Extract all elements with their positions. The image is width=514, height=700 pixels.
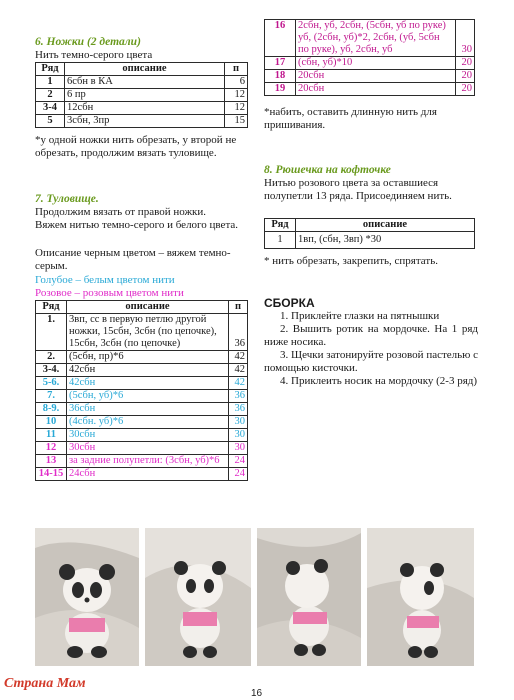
row-description: (5сбн, уб)*6 (67, 390, 229, 403)
table-row (36, 390, 248, 403)
row-number: 10 (36, 416, 67, 429)
row-count: 36 (229, 403, 248, 416)
table-row (36, 314, 248, 351)
table-row (36, 468, 248, 481)
row-description: 1вп, (сбн, 3вп) *30 (296, 232, 475, 249)
table-row (265, 70, 475, 83)
row-count: 30 (229, 416, 248, 429)
row-number: 7. (36, 390, 67, 403)
table-row (36, 416, 248, 429)
body-line-2: Вяжем нитью темно-серого и белого цвета. (35, 219, 239, 231)
row-count: 24 (229, 468, 248, 481)
row-description: 20сбн (296, 83, 456, 96)
row-description: 42сбн (67, 377, 229, 390)
row-description: 42сбн (67, 364, 229, 377)
table-row (36, 351, 248, 364)
row-number: 17 (265, 57, 296, 70)
row-description: 30сбн (67, 442, 229, 455)
panda-photo-side (145, 528, 251, 666)
row-description: 3вп, сс в первую петлю другой ножки, 15сбн, 3сбн (по цепочке), 15сбн, 3сбн (по цепочке) (67, 314, 229, 351)
row-description: 12сбн (65, 102, 225, 115)
body-col-row: Ряд (36, 301, 67, 314)
legs-heading: 6. Ножки (2 детали) (35, 36, 141, 48)
row-description: 30сбн (67, 429, 229, 442)
table-row (265, 57, 475, 70)
legs-intro: Нить темно-серого цвета (35, 49, 153, 61)
body-heading: 7. Туловище. (35, 193, 99, 205)
panda-photo-back (257, 528, 361, 666)
ruffle-table (264, 218, 475, 249)
row-count: 30 (456, 20, 475, 57)
row-number: 3-4. (36, 364, 67, 377)
panda-photo-front (35, 528, 139, 666)
row-count: 12 (225, 89, 248, 102)
row-number: 13 (36, 455, 67, 468)
assembly-step: 4. Приклеить носик на мордочку (2-3 ряд) (280, 375, 478, 387)
body-line-4: Голубое – белым цветом нити (35, 274, 175, 286)
row-number: 2. (36, 351, 67, 364)
assembly-step: 1. Приклейте глазки на пятнышки (280, 310, 440, 322)
row-count: 6 (225, 76, 248, 89)
legs-note: *у одной ножки нить обрезать, у второй не обрезать, продолжим вязать туловище. (35, 134, 237, 159)
ruffle-col-desc: описание (296, 219, 475, 232)
row-number: 8-9. (36, 403, 67, 416)
body-line-1: Продолжим вязать от правой ножки. (35, 206, 207, 218)
legs-col-desc: описание (65, 63, 225, 76)
row-number: 1 (36, 76, 65, 89)
table-row (36, 76, 248, 89)
table-row (36, 403, 248, 416)
row-count: 20 (456, 83, 475, 96)
table-row (36, 377, 248, 390)
ruffle-col-row: Ряд (265, 219, 296, 232)
row-description: 36сбн (67, 403, 229, 416)
table-row (36, 115, 248, 128)
body-col-n: п (229, 301, 248, 314)
row-number: 5 (36, 115, 65, 128)
watermark: Страна Мам (4, 676, 86, 691)
row-count: 42 (229, 364, 248, 377)
row-description: 24сбн (67, 468, 229, 481)
assembly-steps (264, 310, 478, 388)
row-count: 20 (456, 57, 475, 70)
legs-table (35, 62, 248, 128)
row-number: 1. (36, 314, 67, 351)
legs-col-row: Ряд (36, 63, 65, 76)
table-row (36, 455, 248, 468)
assembly-heading: СБОРКА (264, 296, 315, 310)
row-description: за задние полупетли: (3сбн, уб)*6 (67, 455, 229, 468)
row-description: 6сбн в КА (65, 76, 225, 89)
body-table-continued (264, 19, 475, 96)
row-count: 42 (229, 377, 248, 390)
table-row (36, 429, 248, 442)
body-line-5: Розовое – розовым цветом нити (35, 287, 184, 299)
table-row (36, 102, 248, 115)
table-row (36, 442, 248, 455)
row-description: (сбн, уб)*10 (296, 57, 456, 70)
table-row (36, 364, 248, 377)
row-number: 2 (36, 89, 65, 102)
row-count: 36 (229, 390, 248, 403)
body-col-desc: описание (67, 301, 229, 314)
row-description: 6 пр (65, 89, 225, 102)
row-number: 14-15 (36, 468, 67, 481)
row-number: 11 (36, 429, 67, 442)
row-count: 15 (225, 115, 248, 128)
row-count: 12 (225, 102, 248, 115)
ruffle-heading: 8. Рюшечка на кофточке (264, 164, 391, 176)
row-number: 3-4 (36, 102, 65, 115)
continued-note: *набить, оставить длинную нить для пришивания. (264, 106, 437, 131)
panda-photo-profile (367, 528, 474, 666)
row-count: 24 (229, 455, 248, 468)
row-number: 16 (265, 20, 296, 57)
row-description: 3сбн, 3пр (65, 115, 225, 128)
row-count: 36 (229, 314, 248, 351)
body-line-3: Описание черным цветом – вяжем темно-серым. (35, 247, 231, 272)
assembly-step: 3. Щечки затонируйте розовой пастелью с помощью кисточки. (264, 349, 479, 374)
row-count: 30 (229, 442, 248, 455)
table-row (265, 20, 475, 57)
legs-col-n: п (225, 63, 248, 76)
row-number: 12 (36, 442, 67, 455)
row-description: 2сбн, уб, 2сбн, (5сбн, уб по руке) уб, (2сбн, уб)*2, 2сбн, (уб, 5сбн по руке), уб, 2сбн, уб (296, 20, 456, 57)
row-count: 20 (456, 70, 475, 83)
table-row (265, 232, 475, 249)
body-table (35, 300, 248, 481)
assembly-step: 2. Вышить ротик на мордочке. На 1 ряд ниже носика. (264, 323, 478, 348)
row-description: (4сбн. уб)*6 (67, 416, 229, 429)
table-row (36, 89, 248, 102)
row-number: 18 (265, 70, 296, 83)
row-description: 20сбн (296, 70, 456, 83)
page-number: 16 (251, 688, 263, 699)
row-count: 42 (229, 351, 248, 364)
ruffle-intro: Нитью розового цвета за оставшиеся полупетли 13 ряда. Присоединяем нить. (264, 177, 452, 202)
row-number: 19 (265, 83, 296, 96)
row-number: 5-6. (36, 377, 67, 390)
row-count: 30 (229, 429, 248, 442)
ruffle-note: * нить обрезать, закрепить, спрятать. (264, 255, 438, 267)
row-description: (5сбн, пр)*6 (67, 351, 229, 364)
table-row (265, 83, 475, 96)
row-number: 1 (265, 232, 296, 249)
